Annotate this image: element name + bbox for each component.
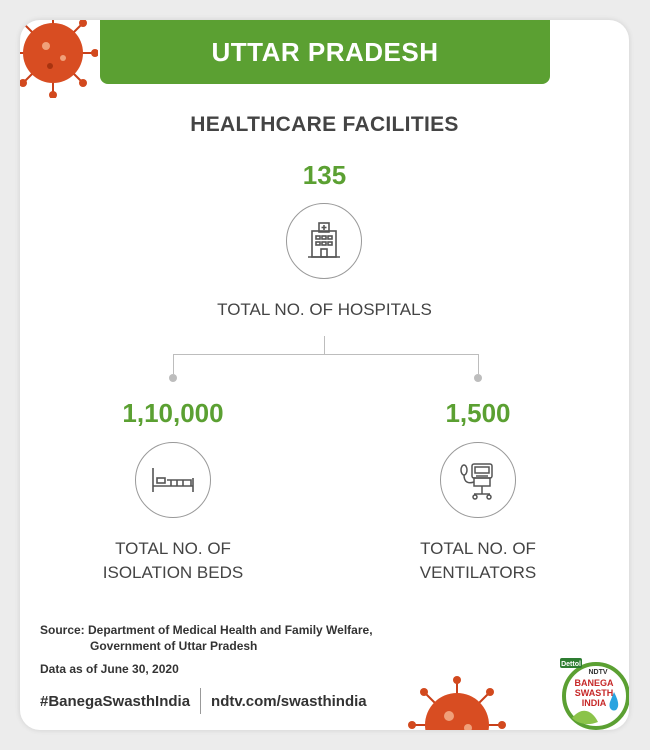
- connector-left: [173, 354, 174, 374]
- infographic-card: [20, 20, 629, 730]
- ventilators-label: [378, 537, 578, 585]
- connector-dot-left: [169, 374, 177, 382]
- state-title-banner: [100, 20, 550, 84]
- ventilators-label-line2: VENTILATORS: [419, 563, 537, 582]
- logo-line1: BANEGA: [574, 678, 614, 688]
- campaign-logo: [558, 652, 629, 730]
- ventilators-icon-circle: [440, 442, 516, 518]
- ventilators-label-line1: TOTAL NO. OF: [420, 539, 536, 558]
- beds-label: [73, 537, 273, 585]
- hospitals-icon-circle: [286, 203, 362, 279]
- beds-icon-circle: [135, 442, 211, 518]
- ventilators-value: 1,500: [445, 398, 511, 428]
- hospitals-label: TOTAL NO. OF HOSPITALS: [217, 300, 432, 319]
- source-note: [40, 622, 373, 654]
- connector-dot-right: [474, 374, 482, 382]
- logo-line2: SWASTH: [574, 688, 614, 698]
- logo-line3: INDIA: [581, 698, 607, 708]
- state-title: UTTAR PRADESH: [211, 36, 439, 67]
- connector-horizontal: [173, 354, 479, 355]
- logo-brand-ndtv: NDTV: [588, 669, 608, 676]
- website-link[interactable]: ndtv.com/swasthindia: [211, 692, 367, 710]
- bed-icon: [149, 460, 197, 500]
- ventilator-icon: [454, 456, 502, 504]
- data-date-note: Data as of June 30, 2020: [40, 662, 179, 676]
- hospital-icon: [302, 219, 346, 263]
- beds-label-line2: ISOLATION BEDS: [102, 563, 244, 582]
- beds-label-line1: TOTAL NO. OF: [115, 539, 231, 558]
- hospitals-value: 135: [302, 160, 347, 190]
- connector-right: [478, 354, 479, 374]
- logo-brand-dettol: Dettol: [561, 661, 581, 668]
- source-line2: Government of Uttar Pradesh: [90, 639, 258, 653]
- beds-value: 1,10,000: [122, 398, 224, 428]
- footer: [40, 688, 367, 714]
- virus-icon: [402, 670, 512, 730]
- source-line1: Source: Department of Medical Health and Family Welfare,: [40, 623, 373, 637]
- connector-vertical: [324, 336, 325, 354]
- section-title: HEALTHCARE FACILITIES: [190, 113, 459, 136]
- hashtag-text: #BanegaSwasthIndia: [40, 692, 191, 710]
- footer-divider: [200, 688, 201, 714]
- virus-icon: [20, 20, 98, 98]
